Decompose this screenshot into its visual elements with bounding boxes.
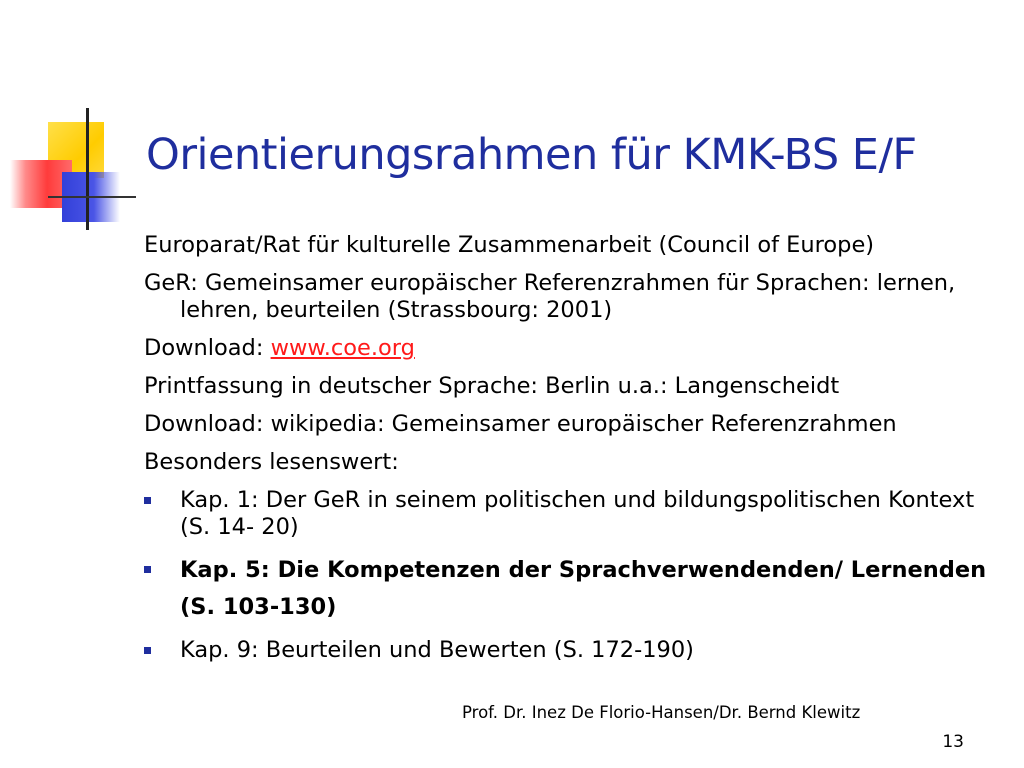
page-number: 13 [942,732,964,752]
square-bullet-icon [144,647,151,654]
square-bullet-icon [144,497,151,504]
square-bullet-icon [144,566,151,573]
text-line-ger: GeR: Gemeinsamer europäischer Referenzrahmen für Sprachen: lernen, lehren, beurteilen (Strassbourg: 2001) [144,270,956,323]
footer-author: Prof. Dr. Inez De Florio-Hansen/Dr. Bernd Klewitz [462,703,861,722]
bullet-text-bold: Kap. 5: Die Kompetenzen der Sprachverwendenden/ Lernenden (S. 103-130) [180,557,987,620]
horizontal-line-icon [48,196,136,198]
vertical-line-icon [86,108,89,230]
download-line [144,335,1004,362]
bullet-text: Kap. 9: Beurteilen und Bewerten (S. 172-190) [180,637,694,663]
text-line-wikipedia: Download: wikipedia: Gemeinsamer europäischer Referenzrahmen [144,411,897,437]
coe-link[interactable]: www.coe.org [270,335,415,361]
slide-title: Orientierungsrahmen für KMK-BS E/F [146,130,917,180]
slide-body [144,232,1004,675]
decorative-logo-icon [0,0,140,240]
list-item [144,487,1004,541]
bullet-text: Kap. 1: Der GeR in seinem politischen und bildungspolitischen Kontext (S. 14- 20) [180,487,975,540]
download-label: Download: [144,335,271,361]
text-line-besonders: Besonders lesenswert: [144,449,399,475]
list-item [144,637,1004,664]
text-line-printfassung: Printfassung in deutscher Sprache: Berlin u.a.: Langenscheidt [144,373,840,399]
text-line-europarat: Europarat/Rat für kulturelle Zusammenarbeit (Council of Europe) [144,232,875,258]
list-item [144,552,1004,626]
